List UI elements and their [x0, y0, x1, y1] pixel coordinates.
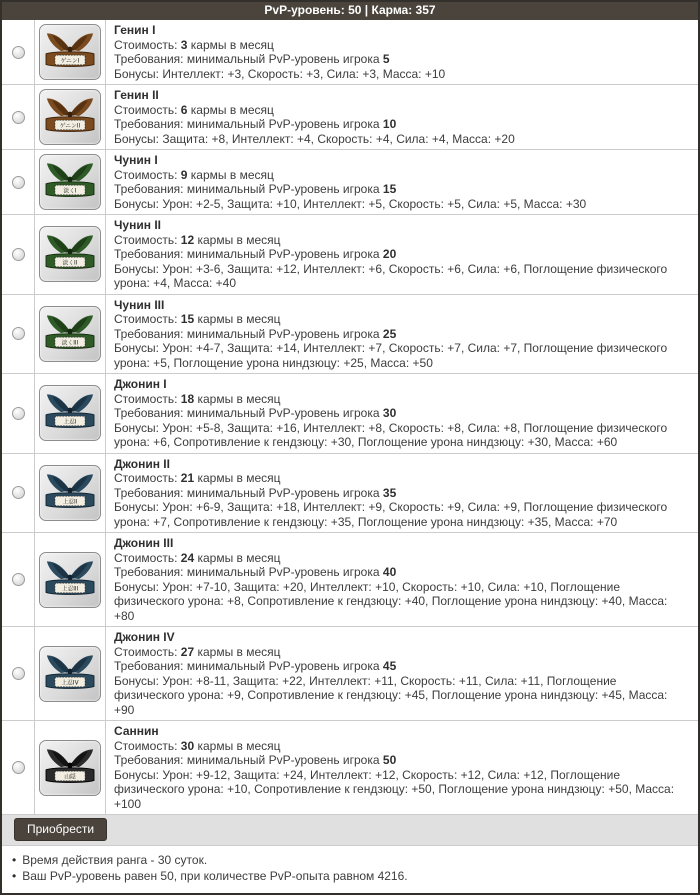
- rank-icon-cell: [35, 295, 106, 374]
- rank-radio-cell: [2, 627, 35, 720]
- rank-headband-icon: [39, 646, 101, 702]
- headband-knot: [67, 487, 72, 492]
- rank-radio-cell: [2, 20, 35, 84]
- headband-knot: [67, 328, 72, 333]
- rank-icon-cell: [35, 627, 106, 720]
- rank-name: Генин I: [114, 23, 156, 37]
- requirements-label: Требования: минимальный PvP-уровень игрока: [114, 117, 380, 131]
- rank-name: Джонин III: [114, 536, 174, 550]
- rank-radio[interactable]: [12, 573, 25, 586]
- headband-plate-text: 上忍I: [63, 419, 77, 426]
- bullet-icon: •: [12, 869, 17, 883]
- requirements-value: 25: [382, 326, 397, 341]
- rank-headband-icon: [39, 465, 101, 521]
- rank-cost-line: [114, 392, 688, 407]
- cost-value: 12: [180, 232, 195, 247]
- headband-icon: [43, 93, 97, 141]
- rank-cost-line: [114, 739, 688, 754]
- rank-icon-cell: [35, 150, 106, 214]
- headband-plate-text: 淡くI: [63, 188, 77, 195]
- rank-radio-cell: [2, 295, 35, 374]
- cost-suffix: кармы в месяц: [197, 312, 281, 326]
- rank-requirements-line: [114, 182, 688, 197]
- rank-icon-cell: [35, 454, 106, 533]
- note-text: Время действия ранга - 30 суток.: [22, 853, 208, 867]
- cost-label: Стоимость:: [114, 391, 178, 406]
- requirements-value: 15: [382, 182, 397, 196]
- rank-requirements-line: [114, 406, 688, 421]
- rank-headband-icon: [39, 306, 101, 362]
- cost-label: Стоимость:: [114, 312, 178, 326]
- rank-info-cell: [106, 85, 698, 149]
- rank-bonuses-line: Бонусы: Урон: +6-9, Защита: +18, Интеллект: +9, Скорость: +9, Сила: +9, Поглощение физического урона: +7, Сопротивление к гендзюцу: +35, Поглощение урона ниндзюцу: +35, Масса: +70: [114, 500, 668, 529]
- cost-suffix: кармы в месяц: [197, 550, 281, 565]
- headband-plate-text: ゲニンII: [59, 123, 81, 130]
- rank-headband-icon: [39, 740, 101, 796]
- headband-knot: [67, 249, 72, 254]
- rank-headband-icon: [39, 385, 101, 441]
- headband-icon: [43, 556, 97, 604]
- cost-value: 24: [180, 550, 195, 565]
- rank-headband-icon: [39, 89, 101, 145]
- requirements-label: Требования: минимальный PvP-уровень игрока: [114, 659, 380, 673]
- rank-bonuses-line: Бонусы: Урон: +4-7, Защита: +14, Интеллект: +7, Скорость: +7, Сила: +7, Поглощение физического урона: +5, Поглощение урона ниндзюцу: +25, Масса: +50: [114, 341, 668, 370]
- requirements-label: Требования: минимальный PvP-уровень игрока: [114, 247, 380, 261]
- rank-requirements-line: [114, 117, 688, 132]
- requirements-label: Требования: минимальный PvP-уровень игрока: [114, 52, 380, 66]
- headband-icon: [43, 389, 97, 437]
- rank-radio-cell: [2, 454, 35, 533]
- headband-knot: [67, 112, 72, 117]
- pvp-karma-status: PvP-уровень: 50 | Карма: 357: [264, 3, 436, 17]
- note-text: Ваш PvP-уровень равен 50, при количестве PvP-опыта равном 4216.: [22, 869, 408, 883]
- buy-bar: [2, 814, 698, 845]
- rank-radio-cell: [2, 85, 35, 149]
- headband-plate-text: ゲニンI: [60, 58, 80, 65]
- rank-row: [2, 453, 698, 533]
- rank-icon-cell: [35, 20, 106, 84]
- cost-label: Стоимость:: [114, 644, 178, 659]
- rank-bonuses-line: Бонусы: Урон: +9-12, Защита: +24, Интеллект: +12, Скорость: +12, Сила: +12, Поглощение физического урона: +10, Сопротивление к гендзюцу: +50, Поглощение урона ниндзюцу: +50, Масса: +100: [114, 767, 675, 811]
- note-rank-duration: [12, 852, 688, 868]
- headband-plate-text: 淡くIII: [61, 340, 79, 347]
- rank-radio[interactable]: [12, 407, 25, 420]
- cost-suffix: кармы в месяц: [190, 102, 274, 117]
- headband-knot: [67, 668, 72, 673]
- requirements-label: Требования: минимальный PvP-уровень игрока: [114, 182, 380, 196]
- cost-value: 18: [180, 391, 195, 406]
- rank-radio[interactable]: [12, 761, 25, 774]
- headband-plate-text: 淡くII: [62, 260, 78, 267]
- requirements-label: Требования: минимальный PvP-уровень игрока: [114, 406, 380, 420]
- rank-name: Чунин III: [114, 297, 165, 312]
- rank-name: Генин II: [114, 88, 159, 102]
- headband-plate-text: 上忍IV: [61, 680, 79, 687]
- rank-row: [2, 532, 698, 626]
- rank-radio[interactable]: [12, 327, 25, 340]
- cost-suffix: кармы в месяц: [197, 471, 281, 485]
- cost-suffix: кармы в месяц: [197, 232, 281, 247]
- rank-info-cell: [106, 721, 698, 814]
- requirements-label: Требования: минимальный PvP-уровень игрока: [114, 326, 380, 341]
- rank-headband-icon: [39, 552, 101, 608]
- cost-value: 27: [180, 644, 195, 659]
- rank-bonuses-line: Бонусы: Урон: +3-6, Защита: +12, Интеллект: +6, Скорость: +6, Сила: +6, Поглощение физического урона: +4, Масса: +40: [114, 261, 668, 290]
- rank-info-cell: [106, 374, 698, 453]
- headband-knot: [67, 762, 72, 767]
- rank-icon-cell: [35, 85, 106, 149]
- headband-plate-text: 上忍III: [61, 586, 79, 593]
- cost-value: 21: [180, 471, 195, 485]
- requirements-value: 10: [382, 117, 397, 131]
- cost-suffix: кармы в месяц: [190, 167, 274, 182]
- cost-label: Стоимость:: [114, 232, 178, 247]
- cost-label: Стоимость:: [114, 550, 178, 565]
- rank-headband-icon: [39, 226, 101, 282]
- page-header: [2, 2, 698, 20]
- requirements-value: 35: [382, 485, 397, 500]
- requirements-label: Требования: минимальный PvP-уровень игрока: [114, 753, 380, 767]
- rank-row: [2, 20, 698, 84]
- rank-info-cell: [106, 150, 698, 214]
- rank-name: Джонин II: [114, 456, 170, 471]
- buy-button[interactable]: Приобрести: [14, 818, 107, 841]
- rank-cost-line: [114, 645, 688, 660]
- rank-icon-cell: [35, 721, 106, 814]
- cost-label: Стоимость:: [114, 37, 178, 52]
- requirements-value: 50: [382, 753, 397, 767]
- cost-value: 15: [180, 312, 195, 326]
- headband-knot: [67, 574, 72, 579]
- headband-icon: [43, 310, 97, 358]
- rank-row: [2, 294, 698, 374]
- requirements-label: Требования: минимальный PvP-уровень игрока: [114, 565, 380, 579]
- rank-cost-line: [114, 233, 688, 248]
- rank-bonuses-line: Бонусы: Защита: +8, Интеллект: +4, Скорость: +4, Сила: +4, Масса: +20: [114, 131, 515, 146]
- bullet-icon: •: [12, 853, 17, 867]
- requirements-value: 40: [382, 565, 397, 579]
- rank-info-cell: [106, 215, 698, 294]
- rank-name: Чунин II: [114, 218, 161, 232]
- rank-info-cell: [106, 454, 698, 533]
- rank-headband-icon: [39, 24, 101, 80]
- rank-radio[interactable]: [12, 46, 25, 59]
- cost-suffix: кармы в месяц: [197, 391, 281, 406]
- requirements-value: 30: [382, 406, 397, 420]
- headband-icon: [43, 230, 97, 278]
- cost-label: Стоимость:: [114, 471, 178, 485]
- cost-suffix: кармы в месяц: [197, 644, 281, 659]
- requirements-value: 20: [382, 247, 397, 261]
- requirements-label: Требования: минимальный PvP-уровень игрока: [114, 485, 380, 500]
- rank-radio[interactable]: [12, 667, 25, 680]
- rank-info-cell: [106, 20, 698, 84]
- rank-name: Саннин: [114, 724, 159, 738]
- rank-cost-line: [114, 38, 688, 53]
- rank-radio-cell: [2, 215, 35, 294]
- rank-icon-cell: [35, 374, 106, 453]
- rank-icon-cell: [35, 215, 106, 294]
- rank-cost-line: [114, 168, 688, 183]
- rank-requirements-line: [114, 565, 688, 580]
- rank-requirements-line: [114, 327, 688, 342]
- headband-knot: [67, 47, 72, 52]
- cost-label: Стоимость:: [114, 102, 178, 117]
- cost-suffix: кармы в месяц: [190, 37, 274, 52]
- notes-section: [2, 845, 698, 893]
- rank-requirements-line: [114, 659, 688, 674]
- rank-requirements-line: [114, 753, 688, 768]
- rank-icon-cell: [35, 533, 106, 626]
- requirements-value: 45: [382, 659, 397, 673]
- rank-info-cell: [106, 533, 698, 626]
- headband-knot: [67, 408, 72, 413]
- rank-radio[interactable]: [12, 111, 25, 124]
- rank-requirements-line: [114, 52, 688, 67]
- headband-icon: [43, 650, 97, 698]
- rank-bonuses-line: Бонусы: Урон: +8-11, Защита: +22, Интеллект: +11, Скорость: +11, Сила: +11, Поглощение физического урона: +9, Сопротивление к гендзюцу: +45, Поглощение урона ниндзюцу: +45, Масса: +90: [114, 673, 668, 717]
- rank-row: [2, 84, 698, 149]
- headband-icon: [43, 469, 97, 517]
- cost-value: 6: [180, 102, 188, 117]
- rank-row: [2, 149, 698, 214]
- rank-radio-cell: [2, 721, 35, 814]
- rank-requirements-line: [114, 486, 688, 501]
- cost-value: 30: [180, 738, 195, 753]
- rank-requirements-line: [114, 247, 688, 262]
- cost-value: 3: [180, 37, 188, 52]
- rank-row: [2, 214, 698, 294]
- rank-info-cell: [106, 295, 698, 374]
- requirements-value: 5: [382, 52, 390, 66]
- rank-radio-cell: [2, 374, 35, 453]
- rank-info-cell: [106, 627, 698, 720]
- headband-icon: [43, 158, 97, 206]
- rank-radio-cell: [2, 533, 35, 626]
- rank-radio-cell: [2, 150, 35, 214]
- rank-bonuses-line: Бонусы: Урон: +7-10, Защита: +20, Интеллект: +10, Скорость: +10, Сила: +10, Поглощение физического урона: +8, Сопротивление к гендзюцу: +40, Поглощение урона ниндзюцу: +40, Масса: +80: [114, 579, 668, 623]
- rank-headband-icon: [39, 154, 101, 210]
- rank-row: [2, 626, 698, 720]
- note-pvp-level: [12, 868, 688, 884]
- headband-icon: [43, 744, 97, 792]
- cost-suffix: кармы в месяц: [197, 738, 281, 753]
- rank-radio[interactable]: [12, 176, 25, 189]
- rank-bonuses-line: Бонусы: Урон: +5-8, Защита: +16, Интеллект: +8, Скорость: +8, Сила: +8, Поглощение физического урона: +6, Сопротивление к гендзюцу: +30, Поглощение урона ниндзюцу: +30, Масса: +60: [114, 420, 668, 449]
- rank-cost-line: [114, 103, 688, 118]
- rank-cost-line: [114, 471, 688, 486]
- cost-value: 9: [180, 167, 188, 182]
- rank-name: Чунин I: [114, 153, 158, 167]
- cost-label: Стоимость:: [114, 167, 178, 182]
- headband-plate-text: 山隠: [64, 774, 76, 781]
- rank-name: Джонин IV: [114, 630, 175, 644]
- rank-row: [2, 373, 698, 453]
- rank-cost-line: [114, 312, 688, 327]
- rank-name: Джонин I: [114, 377, 167, 391]
- rank-bonuses-line: Бонусы: Интеллект: +3, Скорость: +3, Сила: +3, Масса: +10: [114, 66, 446, 81]
- rank-bonuses-line: Бонусы: Урон: +2-5, Защита: +10, Интеллект: +5, Скорость: +5, Сила: +5, Масса: +30: [114, 196, 587, 211]
- rank-radio[interactable]: [12, 486, 25, 499]
- rank-radio[interactable]: [12, 248, 25, 261]
- headband-icon: [43, 28, 97, 76]
- rank-list: [2, 20, 698, 814]
- rank-cost-line: [114, 551, 688, 566]
- cost-label: Стоимость:: [114, 738, 178, 753]
- headband-plate-text: 上忍II: [62, 499, 78, 506]
- headband-knot: [67, 177, 72, 182]
- rank-row: [2, 720, 698, 814]
